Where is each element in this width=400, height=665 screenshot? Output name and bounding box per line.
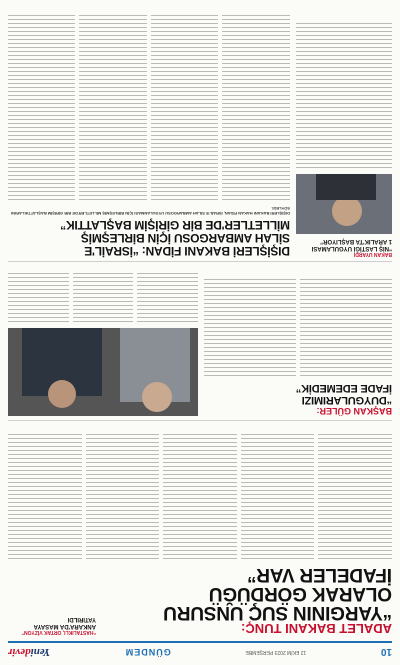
lead-headline-line-3: İFADELER VAR” xyxy=(247,564,392,585)
lead-text-col-4 xyxy=(86,434,160,562)
lead-side-kicker: “HASTALIKLI, ORTAK VİZYON” xyxy=(21,629,96,635)
second-story xyxy=(8,0,392,257)
lead-text-col-5 xyxy=(8,434,82,562)
middle-story-photo xyxy=(8,328,198,416)
page-number: 10 xyxy=(380,646,392,658)
lead-headline-line-2: OLARAK GÖRDÜĞÜ xyxy=(209,583,392,604)
newspaper-logo: Yenidevir xyxy=(8,646,51,658)
middle-photo-text-col-2 xyxy=(73,273,134,325)
middle-photo-text-col-1 xyxy=(137,273,198,325)
lead-text-col-3 xyxy=(163,434,237,562)
middle-kicker: BAŞKAN GÜLER: xyxy=(316,406,392,416)
middle-story xyxy=(8,266,392,416)
second-side-photo xyxy=(296,174,392,234)
lead-side-title: ANKARA'DA MASAYA YATIRILDI xyxy=(33,616,96,629)
issue-date: 12 EKİM 2023 PERŞEMBE xyxy=(245,649,307,655)
middle-headline-line-1: “DUYGULARIMIZI xyxy=(301,394,392,406)
masthead xyxy=(8,641,392,659)
middle-photo-text-col-3 xyxy=(8,273,69,325)
second-text-col-3 xyxy=(80,13,148,203)
second-text-col-1 xyxy=(223,13,291,203)
second-headline-line-2: SİLAH AMBARGOSU İÇİN BİRLEŞMİŞ xyxy=(81,231,290,245)
lead-story xyxy=(8,425,392,635)
second-side-kicker: BAKAN UYARDI xyxy=(353,251,392,257)
middle-headline-line-2: İFADE EDEMEDİK” xyxy=(295,382,392,394)
middle-text-col-1 xyxy=(300,279,392,379)
second-side-text xyxy=(296,21,392,171)
second-headline-line-1: DIŞİŞLERİ BAKANI FİDAN: “İSRAİL'E xyxy=(84,244,290,258)
second-side-title-line-2: 1 ARALIK'TA BAŞLIYOR” xyxy=(320,238,392,244)
lead-text-col-1 xyxy=(318,434,392,562)
second-text-col-2 xyxy=(151,13,219,203)
lead-headline-line-1: “YARGININ SUÇ UNSURU xyxy=(163,602,392,623)
second-headline-line-3: MİLLETLER'DE BİR GİRİŞİM BAŞLATTIK” xyxy=(60,218,290,232)
second-side-title-line-1: “NİŞ LASTİĞİ UYGULAMASI xyxy=(311,245,392,251)
second-text-col-4 xyxy=(8,13,76,203)
middle-text-col-2 xyxy=(204,279,296,379)
lead-kicker: ADALET BAKANI TUNÇ: xyxy=(241,621,392,636)
lead-text-col-2 xyxy=(241,434,315,562)
section-label: GÜNDEM xyxy=(124,647,171,657)
second-deck: DIŞİŞLERİ BAKANI HAKAN FİDAN, İSRAİL'E SİLAH AMBARGOSU UYGULANMASI İÇİN BİRLEŞMİŞ MİLLETLER'DE BİR GİRİŞİM BAŞLATTIKLARINI SÖYLEDİ. xyxy=(10,206,290,216)
